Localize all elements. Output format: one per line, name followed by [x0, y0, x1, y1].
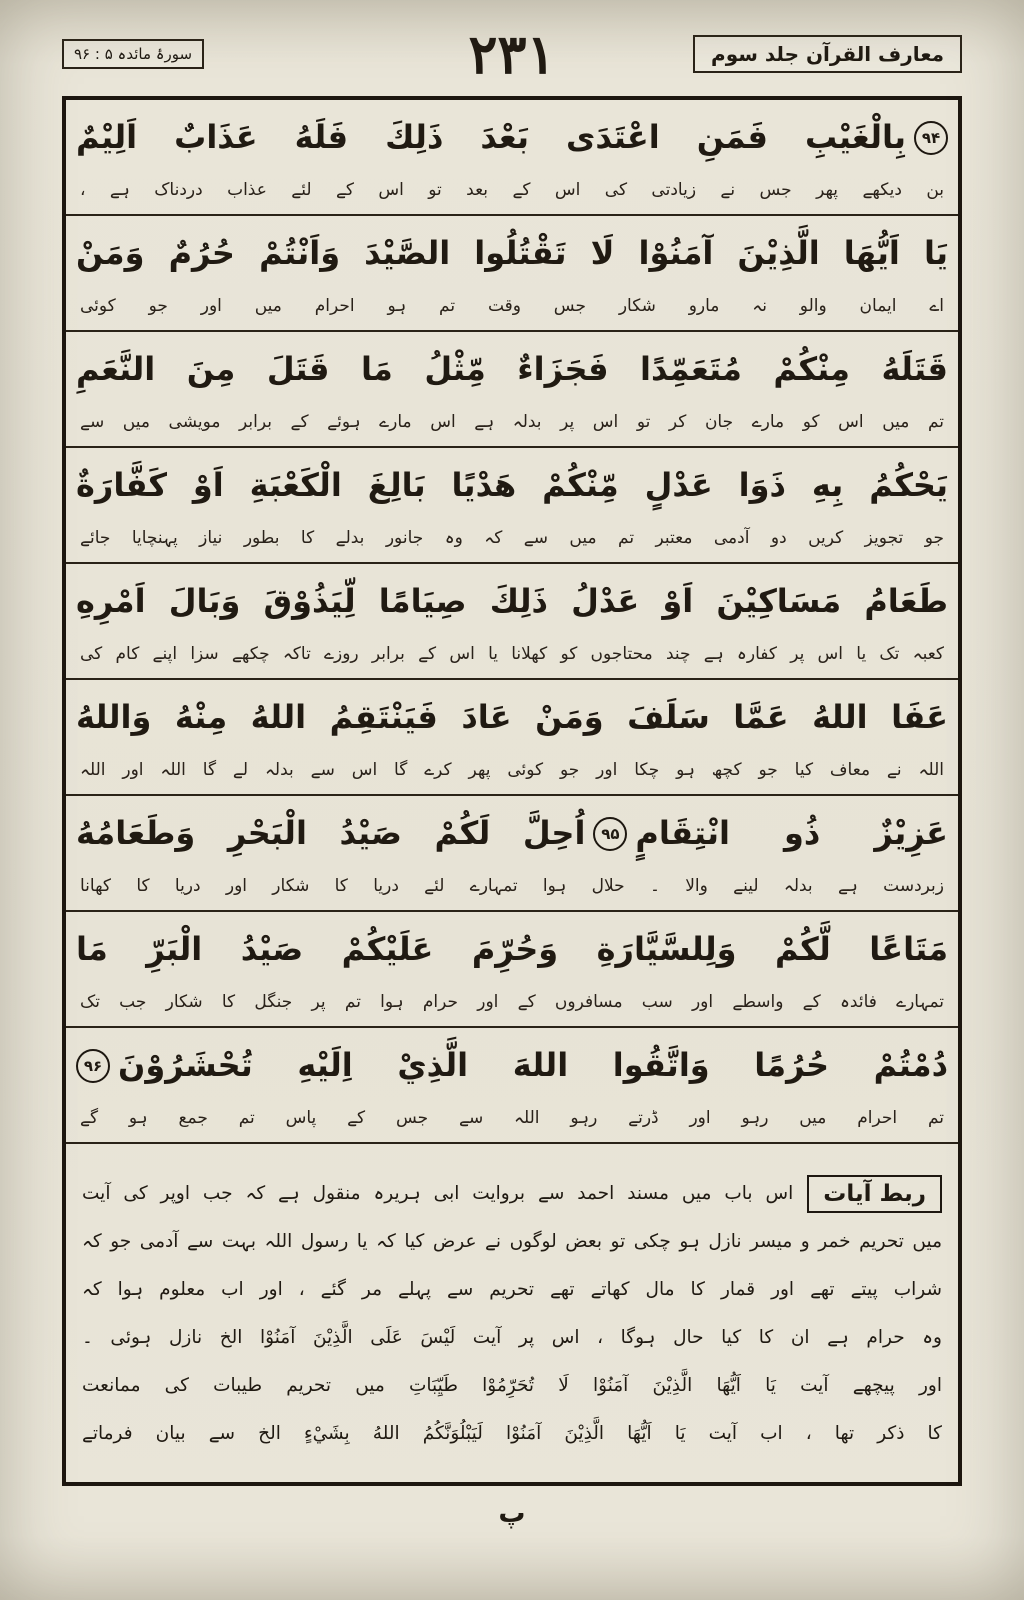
quran-arabic-text: يَحْكُمُ بِهِ ذَوَا عَدْلٍ مِّنْكُمْ هَدْيًا بَالِغَ الْكَعْبَةِ اَوْ كَفَّارَةٌ [76, 466, 948, 505]
verse-pair [66, 1028, 958, 1144]
quran-arabic-line [76, 916, 948, 984]
quran-arabic-text: بِالْغَيْبِ فَمَنِ اعْتَدَى بَعْدَ ذَلِكَ فَلَهُ عَذَابٌ اَلِيْمٌ [76, 118, 906, 157]
commentary-text-line: شراب پیتے تھے اور قمار کا مال کھاتے تھے تحریم سے پہلے مر گئے ، اور اب معلوم ہوا کہ [82, 1279, 942, 1300]
header-right-cell [693, 35, 962, 73]
quran-arabic-text: اُحِلَّ لَكُمْ صَيْدُ الْبَحْرِ وَطَعَامُهُ [75, 814, 586, 853]
commentary-text-line: میں تحریم خمر و میسر نازل ہو چکی تو بعض لوگوں نے عرض کیا کہ یا رسول اللہ بہت سے آدمی جو کہ [82, 1231, 942, 1252]
verse-pair [66, 100, 958, 216]
urdu-translation-line: اے ایمان والو نہ مارو شکار جس وقت تم ہو احرام میں اور جو کوئی [80, 296, 944, 316]
main-text-frame [62, 96, 962, 1486]
verse-pair [66, 216, 958, 332]
commentary-heading: ربط آیات [807, 1175, 942, 1213]
verse-number-badge: ۹۶ [76, 1049, 110, 1083]
quran-arabic-text: عَفَا اللهُ عَمَّا سَلَفَ وَمَنْ عَادَ فَيَنْتَقِمُ اللهُ مِنْهُ وَاللهُ [76, 698, 948, 737]
quran-arabic-line [76, 684, 948, 752]
quran-arabic-text: قَتَلَهُ مِنْكُمْ مُتَعَمِّدًا فَجَزَاءٌ مِّثْلُ مَا قَتَلَ مِنَ النَّعَمِ [76, 350, 948, 389]
section-mark: پ [498, 1498, 526, 1529]
verse-number-badge: ۹۵ [593, 817, 627, 851]
urdu-translation-line: زبردست ہے بدلہ لینے والا ۔ حلال ہوا تمہارے لئے دریا کا شکار اور دریا کا کھانا [80, 876, 944, 896]
quran-arabic-line [76, 452, 948, 520]
verse-number-badge: ۹۴ [914, 121, 948, 155]
commentary-text-line: وہ حرام ہے ان کا کیا حال ہوگا ، اس پر آیت لَيْسَ عَلَى الَّذِيْنَ آمَنُوْا الخ نازل ہوئی ۔ [82, 1327, 942, 1348]
quran-arabic-text: مَتَاعًا لَّكُمْ وَلِلسَّيَّارَةِ وَحُرِّمَ عَلَيْكُمْ صَيْدُ الْبَرِّ مَا [76, 930, 948, 969]
quran-arabic-line [76, 568, 948, 636]
urdu-translation-line: اللہ نے معاف کیا جو کچھ ہو چکا اور جو کوئی پھر کرے گا اس سے بدلہ لے گا اللہ اور اللہ [80, 760, 944, 780]
verse-pair [66, 448, 958, 564]
commentary-text-line: کا ذکر تھا ، اب آیت يَا اَيُّهَا الَّذِيْنَ آمَنُوْا لَيَبْلُوَنَّكُمُ اللهُ بِشَيْءٍ الخ سے بیان فرماتے [82, 1423, 942, 1444]
quran-arabic-text: دُمْتُمْ حُرُمًا وَاتَّقُوا اللهَ الَّذِيْ اِلَيْهِ تُحْشَرُوْنَ [118, 1046, 948, 1085]
urdu-translation-line: جو تجویز کریں دو آدمی معتبر تم میں سے کہ وہ جانور بدلے کا بطور نیاز پہنچایا جائے [80, 528, 944, 548]
quran-arabic-line [76, 800, 948, 868]
quran-arabic-line [76, 220, 948, 288]
quran-arabic-line [76, 104, 948, 172]
commentary-text-line: اس باب میں مسند احمد سے بروایت ابی ہریرہ منقول ہے کہ جب اوپر کی آیت [82, 1183, 794, 1204]
quran-arabic-text: عَزِيْزٌ ذُو انْتِقَامٍ [635, 814, 948, 853]
book-title-box: معارف القرآن جلد سوم [693, 35, 962, 73]
urdu-translation-line: تم احرام میں رہو اور ڈرتے رہو اللہ سے جس کے پاس تم جمع ہو گے [80, 1108, 944, 1128]
verse-pair [66, 332, 958, 448]
verse-pair [66, 912, 958, 1028]
urdu-translation-line: بن دیکھے پھر جس نے زیادتی کی اس کے بعد تو اس کے لئے عذاب دردناک ہے ، [80, 180, 944, 200]
verse-pair [66, 680, 958, 796]
header-left-cell [62, 39, 204, 69]
urdu-translation-line: تم میں اس کو مارے جان کر تو اس پر بدلہ ہے اس مارے ہوئے کے برابر مویشی میں سے [80, 412, 944, 432]
page-header [62, 24, 962, 84]
quran-arabic-line [76, 336, 948, 404]
commentary-section [66, 1144, 958, 1482]
quran-arabic-text: طَعَامُ مَسَاكِيْنَ اَوْ عَدْلُ ذَلِكَ صِيَامًا لِّيَذُوْقَ وَبَالَ اَمْرِهِ [76, 582, 948, 621]
verse-pair [66, 796, 958, 912]
page-number: ۲۳۱ [468, 22, 556, 86]
quran-arabic-line [76, 1032, 948, 1100]
verse-pair [66, 564, 958, 680]
commentary-text-line: اور پیچھے آیت يَا اَيُّهَا الَّذِيْنَ آمَنُوْا لَا تُحَرِّمُوْا طَيِّبَاتِ میں تحریم طیبات کی ممانعت [82, 1375, 942, 1396]
quran-arabic-text: يَا اَيُّهَا الَّذِيْنَ آمَنُوْا لَا تَقْتُلُوا الصَّيْدَ وَاَنْتُمْ حُرُمٌ وَمَنْ [76, 234, 948, 273]
urdu-translation-line: کعبہ تک یا اس پر کفارہ ہے چند محتاجوں کو کھلانا یا اس کے برابر روزے تاکہ چکھے سزا اپنے کام کی [80, 644, 944, 664]
urdu-translation-line: تمہارے فائدہ کے واسطے اور سب مسافروں کے اور حرام ہوا تم پر جنگل کا شکار جب تک [80, 992, 944, 1012]
surah-reference-box: سورۂ مائدہ ۵ : ۹۶ [62, 39, 204, 69]
commentary-first-row [82, 1170, 942, 1218]
